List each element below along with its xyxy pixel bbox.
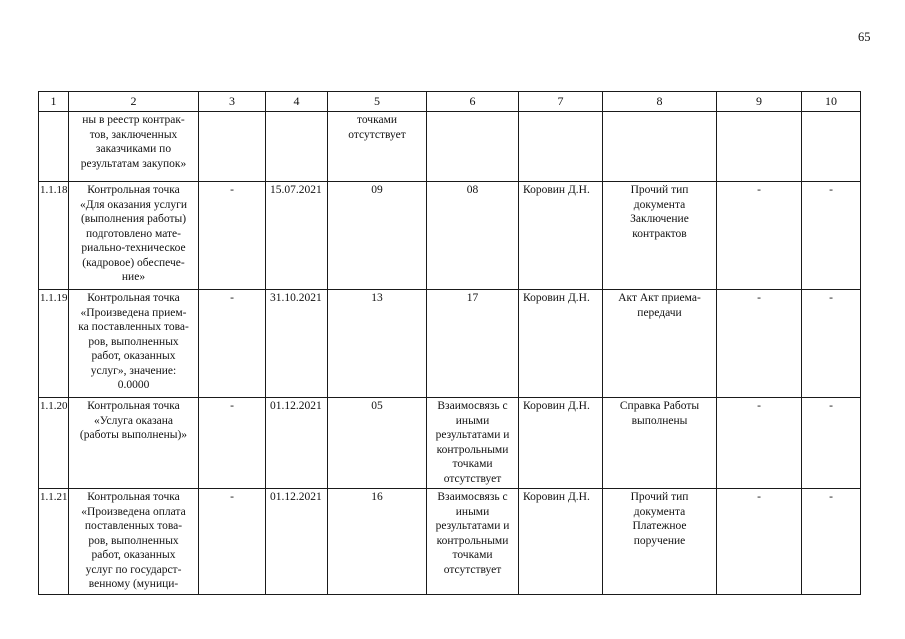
table-cell-date — [266, 112, 328, 182]
column-header: 7 — [519, 92, 603, 112]
table-row — [39, 489, 861, 595]
table-cell: точками отсутствует — [328, 112, 427, 182]
column-header: 3 — [199, 92, 266, 112]
table-cell: 08 — [427, 182, 519, 290]
table-cell-responsible: Коровин Д.Н. — [519, 398, 603, 489]
table-row — [39, 112, 861, 182]
table-cell — [802, 112, 861, 182]
table-cell-name: Контрольная точка «Для оказания услуги (выполнения работы) подготовлено мате- риально-техническое (кадровое) обеспече- ние» — [69, 182, 199, 290]
table-cell: - — [717, 182, 802, 290]
table-cell — [427, 112, 519, 182]
table-cell-responsible: Коровин Д.Н. — [519, 290, 603, 398]
table-cell: - — [802, 182, 861, 290]
table-cell-number: 1.1.18 — [39, 182, 69, 290]
column-header: 6 — [427, 92, 519, 112]
table-cell — [717, 112, 802, 182]
table-cell-name: Контрольная точка «Услуга оказана (работы выполнены)» — [69, 398, 199, 489]
table-cell-document: Акт Акт приема- передачи — [603, 290, 717, 398]
data-table — [38, 91, 861, 595]
table-cell-number: 1.1.19 — [39, 290, 69, 398]
table-cell: - — [199, 398, 266, 489]
table-cell: 13 — [328, 290, 427, 398]
table-cell-date: 15.07.2021 — [266, 182, 328, 290]
column-header: 5 — [328, 92, 427, 112]
column-header: 1 — [39, 92, 69, 112]
table-cell: 17 — [427, 290, 519, 398]
table-cell: - — [199, 489, 266, 595]
table-cell — [199, 112, 266, 182]
page-number: 65 — [858, 30, 871, 44]
table-cell-document: Прочий тип документа Заключение контрактов — [603, 182, 717, 290]
table-cell: - — [802, 290, 861, 398]
table-cell-number: 1.1.20 — [39, 398, 69, 489]
table-cell-date: 01.12.2021 — [266, 489, 328, 595]
table-cell-responsible — [519, 112, 603, 182]
table-cell-document — [603, 112, 717, 182]
table-cell: Взаимосвязь с иными результатами и контрольными точками отсутствует — [427, 398, 519, 489]
table-cell-document: Справка Работы выполнены — [603, 398, 717, 489]
column-header: 4 — [266, 92, 328, 112]
table-cell-number: 1.1.21 — [39, 489, 69, 595]
table-cell: - — [717, 398, 802, 489]
table-row — [39, 182, 861, 290]
table-cell: Взаимосвязь с иными результатами и контрольными точками отсутствует — [427, 489, 519, 595]
column-header: 2 — [69, 92, 199, 112]
table-cell: - — [802, 398, 861, 489]
table-cell-date: 31.10.2021 — [266, 290, 328, 398]
table-cell: 16 — [328, 489, 427, 595]
table-cell: - — [199, 290, 266, 398]
table-cell-number — [39, 112, 69, 182]
table-cell: - — [802, 489, 861, 595]
table-cell-name: ны в реестр контрак- тов, заключенных заказчиками по результатам закупок» — [69, 112, 199, 182]
table-cell: - — [717, 290, 802, 398]
table-cell: - — [717, 489, 802, 595]
table-cell-responsible: Коровин Д.Н. — [519, 489, 603, 595]
table-row — [39, 290, 861, 398]
table-cell-name: Контрольная точка «Произведена прием- ка поставленных това- ров, выполненных работ, оказанных услуг», значение: 0.0000 — [69, 290, 199, 398]
column-header: 10 — [802, 92, 861, 112]
column-header: 8 — [603, 92, 717, 112]
table-cell: 09 — [328, 182, 427, 290]
table-header-row — [39, 92, 861, 112]
table-cell: - — [199, 182, 266, 290]
table-cell-date: 01.12.2021 — [266, 398, 328, 489]
table-cell-document: Прочий тип документа Платежное поручение — [603, 489, 717, 595]
table-cell-responsible: Коровин Д.Н. — [519, 182, 603, 290]
table-cell-name: Контрольная точка «Произведена оплата поставленных това- ров, выполненных работ, оказанных услуг по государст- венному (муници- — [69, 489, 199, 595]
table-row — [39, 398, 861, 489]
table-cell: 05 — [328, 398, 427, 489]
column-header: 9 — [717, 92, 802, 112]
